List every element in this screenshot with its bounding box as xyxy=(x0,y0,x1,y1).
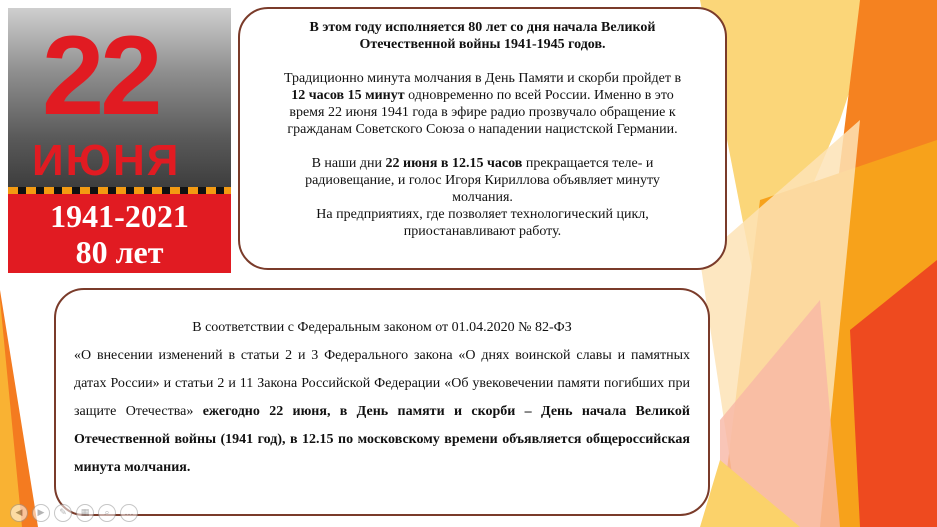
more-icon[interactable]: … xyxy=(120,504,138,522)
slides-icon[interactable]: ▦ xyxy=(76,504,94,522)
law-body-bold: ежегодно 22 июня, в День памяти и скорби – День начала Великой Отечественной войны (1941 год), в 12.15 по московскому времени объявляется общероссийская минута молчания. xyxy=(74,404,690,475)
info-box-top xyxy=(238,7,727,270)
poster-image xyxy=(8,8,231,273)
tradition-line-1: Традиционно минута молчания в День Памяти и скорби пройдет в xyxy=(283,71,682,86)
poster-date-number: 22 xyxy=(42,13,159,138)
prev-icon[interactable]: ◀ xyxy=(10,504,28,522)
tradition-line-4: гражданам Советского Союза о нападении нацистской Германии. xyxy=(287,122,678,137)
info-box-bottom xyxy=(54,288,710,516)
tradition-time: 12 часов 15 минут xyxy=(291,88,405,103)
intro-line-1: В этом году исполняется 80 лет со дня начала Великой xyxy=(309,20,656,35)
next-icon[interactable]: ▶ xyxy=(32,504,50,522)
enterprise-line-1: На предприятиях, где позволяет технологический цикл, xyxy=(316,207,649,222)
law-body-regular: «О внесении изменений в статьи 2 и 3 Федерального закона «О днях воинской славы и памятных датах России» и статьи 2 и 11 Закона Российской Федерации «Об увековечении памяти погибших при защите Отечества» xyxy=(74,348,690,419)
enterprise-line-2: приостанавливают работу. xyxy=(403,224,562,239)
broadcast-paragraph xyxy=(258,155,707,240)
broadcast-time: 22 июня в 12.15 часов xyxy=(385,156,523,171)
intro-paragraph xyxy=(258,19,707,53)
poster-red-band xyxy=(8,194,231,273)
intro-line-2: Отечественной войны 1941-1945 годов. xyxy=(359,37,606,52)
law-body xyxy=(74,342,690,482)
broadcast-line-2: радиовещание, и голос Игоря Кириллова объявляет минуту xyxy=(305,173,660,188)
slideshow-controls xyxy=(10,504,138,522)
broadcast-line-1-rest: прекращается теле- и xyxy=(522,156,654,171)
tradition-paragraph xyxy=(258,70,707,138)
zoom-icon[interactable]: ⌕ xyxy=(98,504,116,522)
law-heading: В соответствии с Федеральным законом от 01.04.2020 № 82-ФЗ xyxy=(192,320,572,335)
tradition-line-2: одновременно по всей России. Именно в это xyxy=(404,88,674,103)
broadcast-line-1-pre: В наши дни xyxy=(311,156,386,171)
tradition-line-3: время 22 июня 1941 года в эфире радио прозвучало обращение к xyxy=(289,105,676,120)
poster-years: 1941-2021 xyxy=(50,197,189,234)
pen-icon[interactable]: ✎ xyxy=(54,504,72,522)
poster-month: ИЮНЯ xyxy=(32,136,181,185)
broadcast-line-3: молчания. xyxy=(452,190,513,205)
poster-anniversary: 80 лет xyxy=(75,233,164,270)
